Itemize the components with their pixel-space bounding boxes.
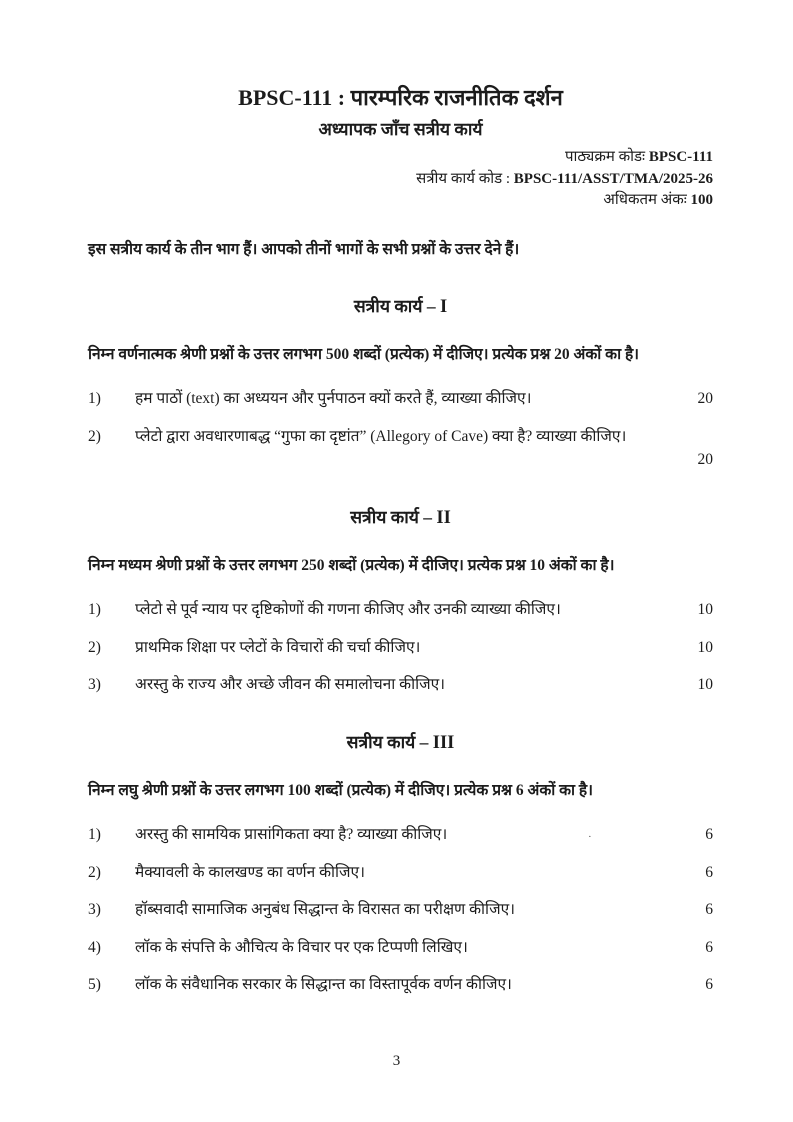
question-number: 5) bbox=[88, 976, 101, 993]
assignment-code-label: सत्रीय कार्य कोड : bbox=[416, 170, 511, 187]
max-marks-label: अधिकतम अंकः bbox=[603, 192, 687, 208]
section-3-heading bbox=[88, 731, 713, 755]
section-1 bbox=[88, 295, 713, 472]
section-1-heading-text: सत्रीय कार्य – bbox=[353, 295, 440, 316]
question-number: 1) bbox=[88, 390, 101, 407]
course-code-line bbox=[88, 147, 713, 169]
question-row bbox=[88, 862, 713, 885]
question-text: मैक्यावली के कालखण्ड का वर्णन कीजिए। bbox=[135, 863, 365, 881]
question-number: 3) bbox=[88, 901, 101, 918]
question-text: प्लेटो द्वारा अवधारणाबद्ध “गुफा का दृष्टांत” (Allegory of Cave) क्या है? व्याख्या कीजिए। bbox=[135, 427, 627, 445]
question-marks: 6 bbox=[705, 901, 713, 918]
course-meta bbox=[88, 147, 713, 212]
question-text: लॉक के संवैधानिक सरकार के सिद्धान्त का विस्तापूर्वक वर्णन कीजिए। bbox=[135, 976, 512, 993]
stray-scan-mark: · bbox=[588, 831, 592, 843]
max-marks-line bbox=[88, 190, 713, 212]
page-title: BPSC-111 : पारम्परिक राजनीतिक दर्शन bbox=[238, 85, 563, 110]
question-number: 2) bbox=[88, 427, 101, 445]
course-code-label: पाठ्यक्रम कोडः bbox=[565, 149, 646, 165]
question-marks: 20 bbox=[697, 451, 713, 468]
question-row bbox=[88, 674, 713, 697]
assignment-code-line bbox=[88, 169, 713, 191]
section-2-heading bbox=[88, 506, 713, 530]
section-2-heading-text: सत्रीय कार्य – bbox=[350, 506, 437, 527]
question-row bbox=[88, 974, 713, 997]
section-2 bbox=[88, 506, 713, 697]
section-2-heading-roman: II bbox=[436, 507, 451, 528]
course-code-value: BPSC-111 bbox=[648, 149, 713, 165]
question-text: अरस्तु की सामयिक प्रासांगिकता क्या है? व्याख्या कीजिए। bbox=[135, 826, 448, 843]
question-text: प्राथमिक शिक्षा पर प्लेटों के विचारों की चर्चा कीजिए। bbox=[135, 638, 421, 656]
question-marks: 6 bbox=[705, 976, 713, 993]
intro-paragraph: इस सत्रीय कार्य के तीन भाग हैं। आपको तीनों भागों के सभी प्रश्नों के उत्तर देने हैं। bbox=[88, 240, 520, 258]
question-row bbox=[88, 824, 713, 847]
question-row bbox=[88, 426, 713, 472]
question-number: 2) bbox=[88, 638, 101, 656]
question-row bbox=[88, 899, 713, 922]
question-number: 1) bbox=[88, 601, 101, 618]
section-1-heading bbox=[88, 295, 713, 319]
question-number: 3) bbox=[88, 676, 101, 693]
question-body bbox=[135, 426, 713, 472]
section-1-heading-roman: I bbox=[439, 296, 448, 317]
question-marks: 10 bbox=[697, 676, 713, 693]
question-row bbox=[88, 937, 713, 960]
section-3-heading-roman: III bbox=[432, 732, 455, 753]
assignment-code-value: BPSC-111/ASST/TMA/2025-26 bbox=[513, 170, 713, 187]
question-row bbox=[88, 599, 713, 622]
question-row bbox=[88, 637, 713, 660]
question-text: लॉक के संपत्ति के औचित्य के विचार पर एक टिप्पणी लिखिए। bbox=[135, 938, 468, 956]
question-marks: 10 bbox=[697, 638, 713, 656]
question-text: हम पाठों (text) का अध्ययन और पुर्नपाठन क्यों करते हैं, व्याख्या कीजिए। bbox=[135, 390, 532, 407]
question-text: अरस्तु के राज्य और अच्छे जीवन की समालोचना कीजिए। bbox=[135, 676, 446, 693]
question-marks: 10 bbox=[697, 601, 713, 618]
question-text: हॉब्सवादी सामाजिक अनुबंध सिद्धान्त के विरासत का परीक्षण कीजिए। bbox=[135, 901, 516, 918]
section-1-instruction: निम्न वर्णनात्मक श्रेणी प्रश्नों के उत्तर लगभग 500 शब्दों (प्रत्येक) में दीजिए। प्रत्येक प्रश्न 20 अंकों का है। bbox=[88, 345, 640, 363]
question-row bbox=[88, 388, 713, 411]
question-marks: 20 bbox=[697, 390, 713, 407]
page-number: 3 bbox=[392, 1053, 401, 1069]
section-3-heading-text: सत्रीय कार्य – bbox=[346, 731, 433, 752]
question-marks: 6 bbox=[705, 938, 713, 956]
question-marks: 6 bbox=[705, 863, 713, 881]
section-3-instruction: निम्न लघु श्रेणी प्रश्नों के उत्तर लगभग 100 शब्दों (प्रत्येक) में दीजिए। प्रत्येक प्रश्न 6 अंकों का है। bbox=[88, 781, 594, 799]
question-text: प्लेटो से पूर्व न्याय पर दृष्टिकोणों की गणना कीजिए और उनकी व्याख्या कीजिए। bbox=[135, 601, 561, 618]
question-number: 1) bbox=[88, 826, 101, 843]
page-subtitle: अध्यापक जाँच सत्रीय कार्य bbox=[318, 119, 483, 139]
section-3 bbox=[88, 731, 713, 997]
question-number: 4) bbox=[88, 938, 101, 956]
max-marks-value: 100 bbox=[690, 192, 713, 208]
section-2-instruction: निम्न मध्यम श्रेणी प्रश्नों के उत्तर लगभग 250 शब्दों (प्रत्येक) में दीजिए। प्रत्येक प्रश्न 10 अंकों का है। bbox=[88, 556, 615, 574]
question-marks: 6 bbox=[705, 826, 713, 843]
question-number: 2) bbox=[88, 863, 101, 881]
